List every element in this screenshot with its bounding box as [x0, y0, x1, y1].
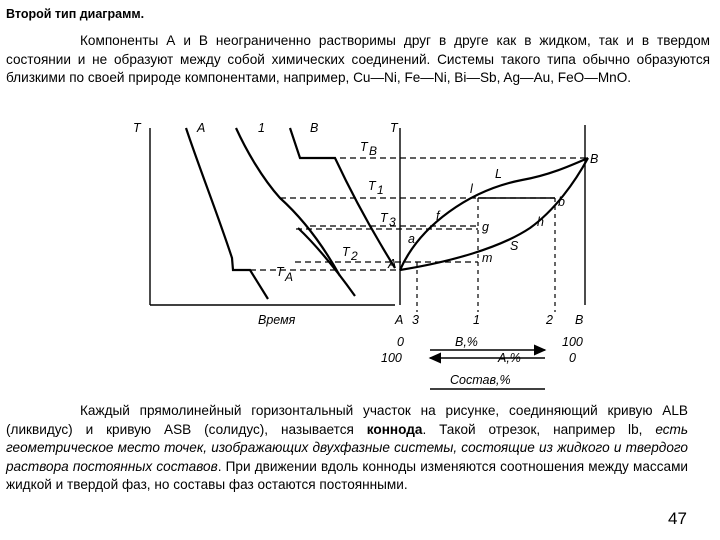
point-label-s: S — [510, 239, 519, 253]
phase-t2-sub: 2 — [351, 249, 358, 263]
composition-axis-label: Состав,% — [450, 373, 511, 387]
section-heading: Второй тип диаграмм. — [6, 7, 145, 21]
point-label-h: h — [537, 215, 544, 229]
temperature-guides — [250, 158, 590, 270]
body-text-3: . При движении вдоль конноды изменяются соотношения между массами жидкой и твердой фаз, но составы фаз остаются постоянными. — [6, 458, 689, 493]
point-label-m: m — [482, 251, 493, 265]
cooling-curve-a — [186, 128, 268, 299]
conode-term: коннода — [366, 421, 423, 437]
cooling-curve-label-1: 1 — [258, 121, 265, 135]
phase-t3-sub: 3 — [389, 215, 396, 229]
body-text-2: . Такой отрезок, например lb, — [422, 421, 656, 437]
phase-t3-label: T — [380, 211, 388, 225]
x-tick-3: 3 — [412, 313, 419, 327]
phase-diagram-figure — [0, 112, 720, 402]
x-tick-b: B — [575, 313, 584, 327]
point-label-f: f — [436, 209, 440, 223]
x-tick-1: 1 — [473, 313, 480, 327]
a-value-100: 100 — [381, 351, 402, 365]
page-number: 47 — [668, 509, 687, 528]
corner-label-a: A — [388, 257, 397, 271]
phase-tb-label: T — [360, 140, 368, 154]
x-tick-a: A — [395, 313, 404, 327]
b-value-100: 100 — [562, 335, 583, 349]
cooling-curve-label-a: A — [197, 121, 206, 135]
liquidus-curve — [400, 158, 588, 270]
x-tick-2: 2 — [546, 313, 553, 327]
cooling-x-label: Время — [258, 313, 296, 327]
cooling-curve-1 — [236, 128, 340, 276]
point-label-b: b — [558, 195, 565, 209]
point-label-a: a — [408, 232, 415, 246]
cooling-curves-panel — [133, 121, 395, 327]
intro-paragraph: Компоненты А и В неограниченно растворимы друг в друге как в жидком, так и в твердом состоянии и не образуют между собой химических соединений. Системы такого типа обычно образуются близкими по своей природе компонентами, например, Cu—Ni, Fe—Ni, Bi—Sb, Ag—Au, FeO—MnO. — [6, 33, 710, 86]
corner-label-b: B — [590, 152, 599, 166]
cooling-ta-sub: A — [285, 270, 294, 284]
body-definition: есть геометрическое место точек, изображающих двухфазные системы, состоящие из жидкого и твердого раствора постоянных составов — [6, 421, 688, 474]
phase-tb-sub: B — [369, 144, 378, 158]
point-label-big-l: L — [495, 167, 502, 181]
b-value-0: 0 — [569, 351, 576, 365]
cooling-curve-label-b: B — [310, 121, 319, 135]
a-value-0: 0 — [397, 335, 404, 349]
phase-diagram-panel — [342, 121, 598, 389]
b-percent-label: B,% — [455, 335, 478, 349]
phase-axis-t-label: T — [390, 121, 398, 135]
point-label-g: g — [482, 220, 489, 234]
cooling-axis-t-label: T — [133, 121, 141, 135]
solidus-curve — [400, 158, 588, 270]
phase-t1-sub: 1 — [377, 183, 384, 197]
body-text-1: Каждый прямолинейный горизонтальный участок на рисунке, соединяющий кривую ALB (ликвидус) и кривую ASB (солидус), называется — [6, 403, 688, 437]
body-paragraph — [6, 402, 688, 495]
a-percent-label: A,% — [498, 351, 521, 365]
phase-t2-label: T — [342, 245, 350, 259]
point-label-l: l — [470, 182, 473, 196]
cooling-ta-label: T — [276, 265, 284, 279]
phase-t1-label: T — [368, 179, 376, 193]
